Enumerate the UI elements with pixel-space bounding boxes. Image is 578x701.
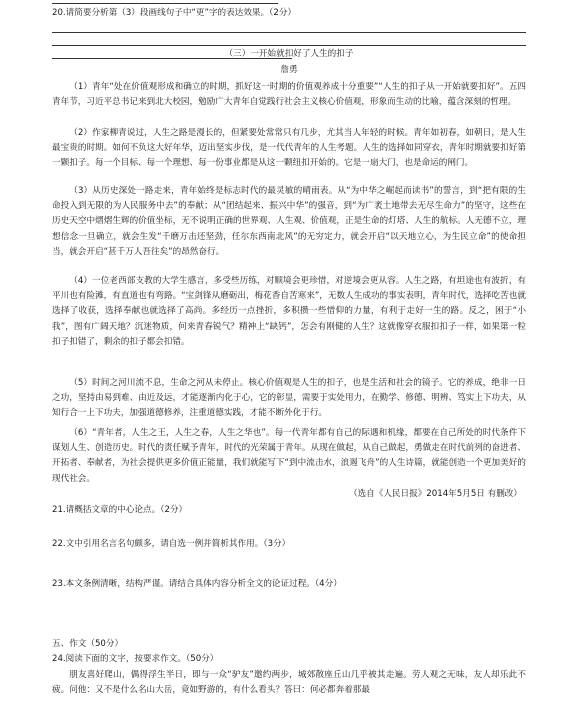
- question-23: 23.本文条例清晰，结构严谨。请结合具体内容分析全文的论证过程。（4分）: [52, 579, 342, 589]
- answer-line: [52, 32, 526, 33]
- essay-title: （三）一开始就扣好了人生的扣子: [224, 49, 354, 59]
- question-22: 22.文中引用名言名句颇多，请自选一例并简析其作用。（3分）: [52, 539, 291, 549]
- paragraph-2: （2）作家柳青说过，人生之路是漫长的，但紧要处常常只有几步，尤其当人年轻的时候。青年如初春，如朝日，是人生最宝贵的时期。如何不负这大好年华，迈出坚实步伐，是一代代青年的人生考题。人生的选择如同穿衣，青年时期就要扣好第一颗扣子。每一个目标、每一个理想、每一份事业都是从这一颗纽扣开始的。它是一扇大门，也是命运的闸门。: [52, 128, 526, 169]
- question-24-prompt: 朋友喜好爬山，偶得浮生半日，即与一众“驴友”邀约两步，城郊散座丘山几乎被其走遍。劳人观之无味，友人却乐此不疲。问他：又不是什么名山大岳，竟如野游的，有什么看头？答曰：何必都奔着那最: [52, 670, 526, 696]
- answer-line: [52, 45, 526, 46]
- paragraph-1: （1）青年“处在价值观形成和确立的时期，抓好这一时期的价值观养成十分重要”“人生的扣子从一开始就要扣好”。五四青年节，习近平总书记来到北大校园，勉励广大青年自觉践行社会主义核心价值观，形象而生动的比喻，蕴含深刻的哲理。: [52, 82, 526, 108]
- paragraph-4: （4）一位老西部支教的大学生感言，多受些历练，对顺境会更珍惜，对逆境会更从容。人生之路，有坦途也有波折，有平川也有险滩，有直道也有弯路。“宝剑锋从磨砺出，梅花香自苦寒来”，无数人生成功的事实表明，青年时代，选择吃苦也就选择了收获，选择奉献也就选择了高尚。多经历一点挫折，多积攒一些惜仰的力量，有利于走好一生的路。反之，困于“小我”，图有广阔天地？沉迷物质，何来青春锐气？精神上“缺钙”，怎会有刚健的人生？这就像穿衣服扣扣子一样，如果第一粒扣子扣错了，剩余的扣子都会扣错。: [52, 276, 526, 347]
- essay-author: 詹勇: [280, 65, 298, 75]
- question-24: 24.阅读下面的文字，按要求作文。（50分）: [52, 654, 219, 664]
- question-21: 21.请概括文章的中心论点。（2分）: [52, 505, 188, 515]
- question-20: 20.请简要分析第（3）段画线句子中“更”字的表达效果。（2分）: [52, 8, 297, 18]
- paragraph-6: （6）“青年者，人生之王，人生之春，人生之华也”。每一代青年都有自己的际遇和机缘，都要在自己所处的时代条件下谋划人生、创造历史。时代的责任赋予青年，时代的光荣属于青年。从现在做起，从自己做起，勇做走在时代前列的奋进者、开拓者、奉献者，为社会提供更多价值正能量，我们就能写下“到中流击水，浪遏飞舟”的人生诗篇，就能创造一个更加美好的现代社会。: [52, 428, 526, 484]
- top-rule: [52, 3, 278, 4]
- paragraph-5: （5）时间之河川流不息，生命之河从未停止。核心价值观是人生的扣子，也是生活和社会的镜子。它的养成，绝非一日之功，坚持由易到难、由近及远，才能逐渐内化于心，它的彰显，需要于实处用力，在勤学、修德、明辨、笃实上下功夫，从知行合一上下功夫，加强道德修养，注重道德实践，才能不断外化于行。: [52, 378, 526, 419]
- paragraph-3: （3）从历史深处一路走来，青年始终是标志时代的最灵敏的晴雨表。从“为中华之崛起而读书”的誓言，到“把有限的生命投入到无限的为人民服务中去”的奉献；从“团结起来、振兴中华”的强音，到“为广袤土地带去无尽生命力”的坚守，这些在历史天空中熠熠生辉的价值坐标，无不说明正确的世界观、人生观、价值观，正是生命的灯塔、人生的航标。人无德不立，理想信念一旦确立，就会生发“千磨万击还坚劲，任尔东西南北风”的无穷定力，就会开启“以天地立心，为生民立命”的使命担当，就会开启“甚千万人吾往矣”的昂然奋行。: [52, 186, 526, 257]
- source-citation: （选自《人民日报》2014年5月5日 有删改）: [348, 489, 522, 499]
- section-5-heading: 五、作文（50分）: [52, 639, 124, 649]
